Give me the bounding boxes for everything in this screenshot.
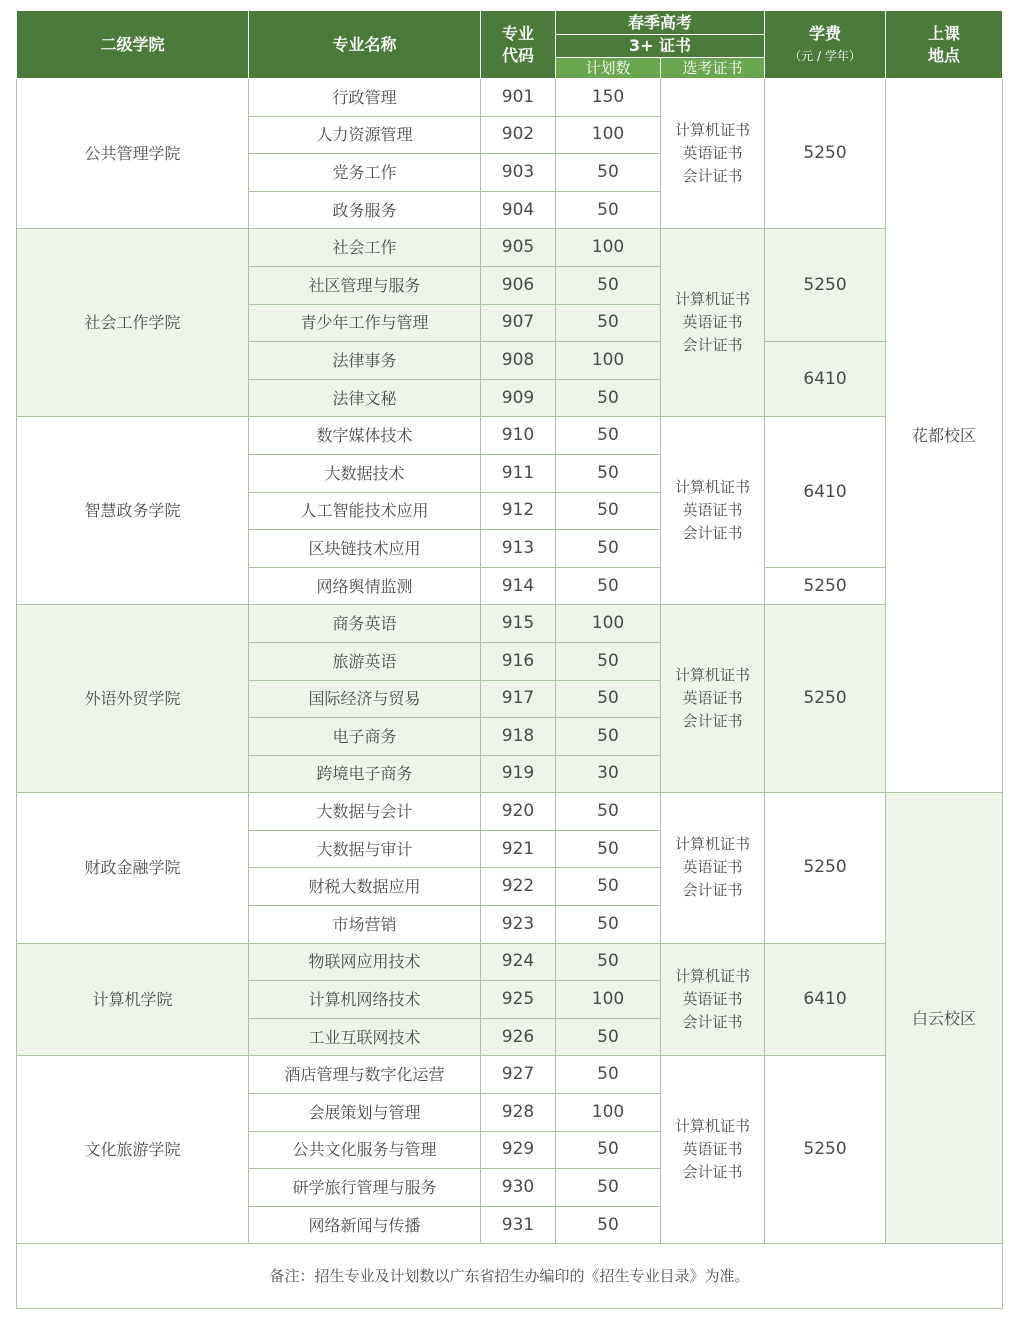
major-name: 公共文化服务与管理 — [249, 1131, 481, 1169]
plan-count: 50 — [556, 906, 661, 944]
plan-count: 150 — [556, 79, 661, 117]
college-name: 公共管理学院 — [17, 79, 249, 229]
tuition-fee: 6410 — [765, 943, 886, 1056]
campus-location: 花都校区 — [886, 79, 1003, 793]
major-name: 旅游英语 — [249, 642, 481, 680]
certificate-item: 会计证书 — [682, 712, 743, 731]
header-spring-exam: 春季高考 — [556, 11, 765, 35]
enrollment-table-container — [16, 10, 1002, 1309]
major-code: 929 — [481, 1131, 556, 1169]
major-code: 920 — [481, 793, 556, 831]
header-cert-title: 3+ 证书 — [556, 35, 765, 58]
major-code: 910 — [481, 417, 556, 455]
tuition-fee: 5250 — [765, 229, 886, 342]
certificate-item: 计算机证书 — [675, 121, 751, 140]
plan-count: 50 — [556, 642, 661, 680]
major-code: 911 — [481, 454, 556, 492]
major-name: 财税大数据应用 — [249, 868, 481, 906]
certificate-item: 会计证书 — [682, 336, 743, 355]
college-name: 智慧政务学院 — [17, 417, 249, 605]
elective-certificates — [661, 79, 765, 229]
tuition-fee: 5250 — [765, 1056, 886, 1244]
table-row — [17, 943, 1003, 981]
certificate-item: 计算机证书 — [675, 478, 751, 497]
header-elective: 选考证书 — [661, 58, 765, 79]
major-code: 925 — [481, 981, 556, 1019]
elective-certificates — [661, 417, 765, 605]
plan-count: 50 — [556, 567, 661, 605]
plan-count: 50 — [556, 191, 661, 229]
certificate-item: 英语证书 — [682, 501, 743, 520]
tuition-fee: 5250 — [765, 793, 886, 943]
plan-count: 100 — [556, 981, 661, 1019]
header-plan: 计划数 — [556, 58, 661, 79]
major-name: 网络舆情监测 — [249, 567, 481, 605]
college-name: 外语外贸学院 — [17, 605, 249, 793]
major-name: 人工智能技术应用 — [249, 492, 481, 530]
major-name: 社区管理与服务 — [249, 266, 481, 304]
major-code: 930 — [481, 1169, 556, 1207]
plan-count: 100 — [556, 116, 661, 154]
plan-count: 50 — [556, 830, 661, 868]
header-fee-unit: （元 / 学年） — [789, 48, 861, 63]
header-code-text: 专业代码 — [501, 23, 534, 65]
plan-count: 50 — [556, 417, 661, 455]
plan-count: 50 — [556, 530, 661, 568]
plan-count: 50 — [556, 1131, 661, 1169]
major-name: 大数据与会计 — [249, 793, 481, 831]
header-location — [886, 11, 1003, 79]
major-code: 927 — [481, 1056, 556, 1094]
plan-count: 50 — [556, 379, 661, 417]
plan-count: 50 — [556, 943, 661, 981]
tuition-fee: 5250 — [765, 605, 886, 793]
major-name: 国际经济与贸易 — [249, 680, 481, 718]
major-name: 大数据技术 — [249, 454, 481, 492]
tuition-fee: 5250 — [765, 79, 886, 229]
plan-count: 50 — [556, 1018, 661, 1056]
major-name: 物联网应用技术 — [249, 943, 481, 981]
certificate-item: 计算机证书 — [675, 835, 751, 854]
college-name: 社会工作学院 — [17, 229, 249, 417]
plan-count: 50 — [556, 304, 661, 342]
plan-count: 50 — [556, 492, 661, 530]
major-name: 研学旅行管理与服务 — [249, 1169, 481, 1207]
major-name: 跨境电子商务 — [249, 755, 481, 793]
major-code: 921 — [481, 830, 556, 868]
major-name: 电子商务 — [249, 718, 481, 756]
plan-count: 50 — [556, 718, 661, 756]
certificate-item: 英语证书 — [682, 990, 743, 1009]
table-row — [17, 793, 1003, 831]
major-name: 会展策划与管理 — [249, 1094, 481, 1132]
enrollment-table — [16, 10, 1003, 1309]
header-location-text: 上课地点 — [928, 23, 961, 65]
major-code: 922 — [481, 868, 556, 906]
major-code: 913 — [481, 530, 556, 568]
table-row — [17, 229, 1003, 267]
certificate-item: 计算机证书 — [675, 290, 751, 309]
major-code: 909 — [481, 379, 556, 417]
certificate-item: 会计证书 — [682, 167, 743, 186]
tuition-fee: 6410 — [765, 417, 886, 567]
major-code: 923 — [481, 906, 556, 944]
major-name: 法律文秘 — [249, 379, 481, 417]
major-code: 926 — [481, 1018, 556, 1056]
major-code: 908 — [481, 342, 556, 380]
plan-count: 50 — [556, 868, 661, 906]
plan-count: 50 — [556, 793, 661, 831]
table-row — [17, 605, 1003, 643]
major-name: 区块链技术应用 — [249, 530, 481, 568]
plan-count: 50 — [556, 154, 661, 192]
elective-certificates — [661, 605, 765, 793]
college-name: 财政金融学院 — [17, 793, 249, 943]
certificate-item: 会计证书 — [682, 1163, 743, 1182]
plan-count: 100 — [556, 1094, 661, 1132]
major-code: 907 — [481, 304, 556, 342]
major-name: 工业互联网技术 — [249, 1018, 481, 1056]
major-name: 行政管理 — [249, 79, 481, 117]
major-code: 931 — [481, 1206, 556, 1244]
table-header — [17, 11, 1003, 79]
major-name: 市场营销 — [249, 906, 481, 944]
table-row — [17, 1056, 1003, 1094]
major-code: 918 — [481, 718, 556, 756]
elective-certificates — [661, 793, 765, 943]
major-name: 人力资源管理 — [249, 116, 481, 154]
major-code: 905 — [481, 229, 556, 267]
major-code: 928 — [481, 1094, 556, 1132]
major-code: 903 — [481, 154, 556, 192]
header-fee — [765, 11, 886, 79]
header-fee-label: 学费 — [809, 23, 842, 43]
major-name: 计算机网络技术 — [249, 981, 481, 1019]
certificate-item: 计算机证书 — [675, 666, 751, 685]
major-code: 906 — [481, 266, 556, 304]
table-body — [17, 79, 1003, 1244]
plan-count: 100 — [556, 229, 661, 267]
header-major: 专业名称 — [249, 11, 481, 79]
elective-certificates — [661, 943, 765, 1056]
certificate-item: 会计证书 — [682, 881, 743, 900]
college-name: 计算机学院 — [17, 943, 249, 1056]
certificate-item: 计算机证书 — [675, 1117, 751, 1136]
major-code: 919 — [481, 755, 556, 793]
plan-count: 50 — [556, 266, 661, 304]
tuition-fee: 5250 — [765, 567, 886, 605]
certificate-item: 英语证书 — [682, 313, 743, 332]
major-name: 政务服务 — [249, 191, 481, 229]
campus-location: 白云校区 — [886, 793, 1003, 1244]
major-code: 914 — [481, 567, 556, 605]
major-name: 酒店管理与数字化运营 — [249, 1056, 481, 1094]
major-name: 社会工作 — [249, 229, 481, 267]
footer-note: 备注：招生专业及计划数以广东省招生办编印的《招生专业目录》为准。 — [17, 1244, 1003, 1309]
plan-count: 50 — [556, 1169, 661, 1207]
major-code: 902 — [481, 116, 556, 154]
major-code: 924 — [481, 943, 556, 981]
certificate-item: 英语证书 — [682, 144, 743, 163]
table-row — [17, 79, 1003, 117]
major-name: 商务英语 — [249, 605, 481, 643]
major-code: 901 — [481, 79, 556, 117]
major-code: 915 — [481, 605, 556, 643]
major-code: 904 — [481, 191, 556, 229]
plan-count: 50 — [556, 454, 661, 492]
plan-count: 100 — [556, 605, 661, 643]
tuition-fee: 6410 — [765, 342, 886, 417]
plan-count: 50 — [556, 1206, 661, 1244]
certificate-item: 英语证书 — [682, 858, 743, 877]
header-code — [481, 11, 556, 79]
table-row — [17, 417, 1003, 455]
major-name: 青少年工作与管理 — [249, 304, 481, 342]
plan-count: 30 — [556, 755, 661, 793]
certificate-item: 计算机证书 — [675, 967, 751, 986]
major-code: 912 — [481, 492, 556, 530]
elective-certificates — [661, 1056, 765, 1244]
certificate-item: 英语证书 — [682, 1140, 743, 1159]
certificate-item: 会计证书 — [682, 1013, 743, 1032]
elective-certificates — [661, 229, 765, 417]
major-code: 916 — [481, 642, 556, 680]
major-name: 党务工作 — [249, 154, 481, 192]
plan-count: 50 — [556, 680, 661, 718]
major-name: 数字媒体技术 — [249, 417, 481, 455]
plan-count: 50 — [556, 1056, 661, 1094]
major-code: 917 — [481, 680, 556, 718]
certificate-item: 英语证书 — [682, 689, 743, 708]
college-name: 文化旅游学院 — [17, 1056, 249, 1244]
major-name: 网络新闻与传播 — [249, 1206, 481, 1244]
plan-count: 100 — [556, 342, 661, 380]
header-college: 二级学院 — [17, 11, 249, 79]
major-name: 大数据与审计 — [249, 830, 481, 868]
major-name: 法律事务 — [249, 342, 481, 380]
certificate-item: 会计证书 — [682, 524, 743, 543]
